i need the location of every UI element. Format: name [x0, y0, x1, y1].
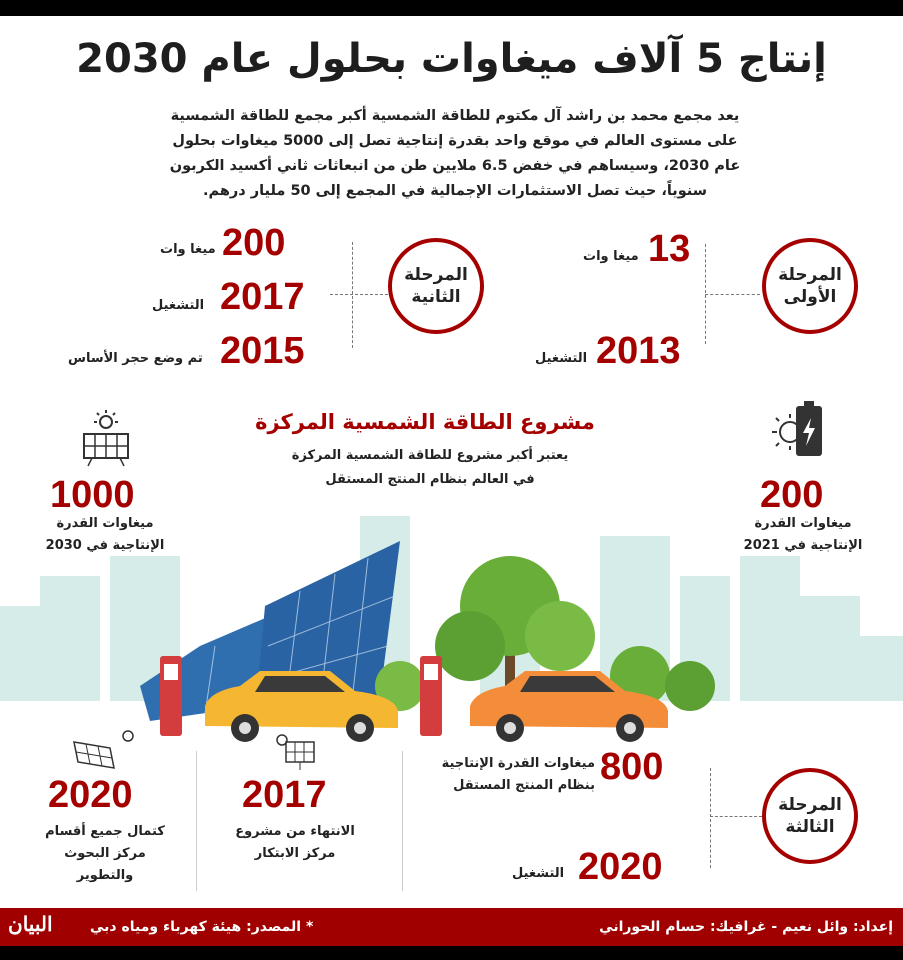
phase1-badge	[762, 238, 858, 334]
city-skyline	[0, 516, 903, 716]
phase2-year-label: التشغيل	[152, 298, 205, 313]
phase3-year-label: التشغيل	[512, 866, 565, 881]
research-year: 2020	[48, 774, 133, 816]
connector	[330, 294, 388, 295]
divider	[402, 751, 403, 891]
right-stat-value: 200	[760, 474, 824, 516]
page-title: إنتاج 5 آلاف ميغاوات بحلول عام 2030	[76, 36, 827, 82]
connector	[352, 242, 353, 348]
research-label-2: مركز البحوث	[64, 846, 146, 861]
csp-desc-2: في العالم بنظام المنتج المستقل	[325, 472, 535, 487]
research-label-3: والتطوير	[76, 868, 134, 883]
right-stat-label-1: ميغاوات القدرة	[754, 516, 852, 531]
credits-text: إعداد: وائل نعيم - غرافيك: حسام الحوراني	[599, 919, 893, 935]
phase2-year: 2017	[220, 276, 305, 318]
phase3-capacity-label-2: بنظام المنتج المستقل	[453, 778, 595, 793]
intro-paragraph: يعد مجمع محمد بن راشد آل مكتوم للطاقة الشمسية أكبر مجمع للطاقة الشمسية على مستوى العالم في موقع واحد بقدرة إنتاجية تصل إلى 5000 ميغاوات بحلول عام 2030، وسيساهم في خفض 6.5 ملايين طن من انبعاثات ثاني أكسيد الكربون سنوياً، حيث تصل الاستثمارات الإجمالية في المجمع إلى 50 مليار درهم.	[169, 108, 741, 199]
divider	[196, 751, 197, 891]
phase1-capacity: 13	[648, 228, 691, 270]
phase3-capacity-label-1: ميغاوات القدرة الإنتاجية	[441, 756, 595, 771]
phase1-label-2: الأولى	[783, 287, 837, 307]
phase3-label: المرحلة	[778, 795, 842, 815]
phase3-year: 2020	[578, 846, 663, 888]
albayan-logo: البيان	[8, 912, 53, 936]
right-stat-label-2: الإنتاجية في 2021	[743, 538, 863, 553]
phase2-label: المرحلة	[404, 265, 468, 285]
phase2-badge	[388, 238, 484, 334]
connector	[705, 244, 706, 344]
left-stat-label-1: ميغاوات القدرة	[56, 516, 154, 531]
phase2-capacity: 200	[222, 222, 286, 264]
left-stat-label-2: الإنتاجية في 2030	[45, 538, 165, 553]
innovation-year: 2017	[242, 774, 327, 816]
phase1-year: 2013	[596, 330, 681, 372]
solar-array-icon	[70, 728, 140, 772]
source-text: * المصدر: هيئة كهرباء ومياه دبي	[90, 919, 314, 935]
phase3-capacity: 800	[600, 746, 664, 788]
phase1-capacity-unit: ميغا وات	[583, 249, 639, 264]
phase2-label-2: الثانية	[411, 287, 461, 307]
phase2-foundation-year: 2015	[220, 330, 305, 372]
phase3-badge	[762, 768, 858, 864]
innovation-label-1: الانتهاء من مشروع	[235, 824, 355, 839]
innovation-label-2: مركز الابتكار	[254, 846, 336, 861]
research-label-1: كتمال جميع أقسام	[45, 824, 165, 839]
connector	[710, 768, 711, 868]
solar-panel-sun-icon	[78, 408, 134, 468]
connector	[705, 294, 760, 295]
phase3-label-2: الثالثة	[785, 817, 835, 837]
infographic	[0, 16, 903, 946]
left-stat-value: 1000	[50, 474, 135, 516]
phase1-year-label: التشغيل	[535, 351, 588, 366]
csp-title: مشروع الطاقة الشمسية المركزة	[255, 410, 595, 434]
connector	[710, 816, 762, 817]
solar-panel-icon	[270, 732, 320, 772]
csp-desc-1: يعتبر أكبر مشروع للطاقة الشمسية المركزة	[291, 448, 569, 463]
phase2-capacity-unit: ميغا وات	[160, 242, 216, 257]
solar-battery-icon	[768, 396, 832, 462]
phase1-label: المرحلة	[778, 265, 842, 285]
footer	[0, 908, 903, 946]
phase2-foundation-label: تم وضع حجر الأساس	[68, 351, 203, 366]
solar-city-illustration	[0, 496, 903, 746]
